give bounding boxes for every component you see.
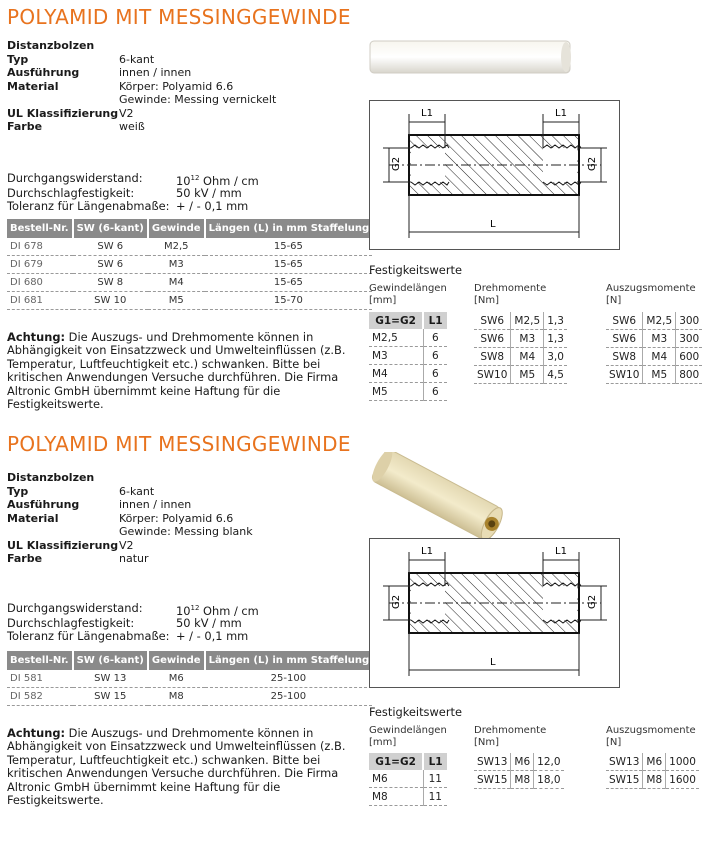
table-row: DI 678 SW 6 M2,5 15-65 [7, 238, 372, 256]
table-row: SW6 M3 1,3 [474, 330, 567, 348]
prop-key [7, 525, 119, 539]
col-header: Bestell-Nr. [7, 219, 73, 238]
auszug-head: Auszugsmomente [N] [606, 283, 696, 306]
col-header: Bestell-Nr. [7, 651, 73, 670]
table-row: SW10 M5 4,5 [474, 366, 567, 384]
dim-l1-left: L1 [421, 546, 433, 557]
dreh-head: Drehmomente [Nm] [474, 725, 547, 748]
spec-value: + / - 0,1 mm [176, 198, 249, 213]
table-row: M3 6 [369, 347, 447, 365]
dreh-head: Drehmomente [Nm] [474, 283, 547, 306]
col-header: G1=G2 [369, 312, 423, 329]
table-row: DI 581 SW 13 M6 25-100 [7, 670, 372, 688]
prop-value: Gewinde: Messing blank [119, 525, 253, 538]
prop-key: UL Klassifizierung [7, 538, 119, 552]
table-row: SW15 M8 1600 [606, 771, 699, 789]
prop-value: 6-kant [119, 52, 155, 66]
spec-value: $10^{12}$ Ohm / cm [176, 603, 259, 618]
prop-key: Material [7, 511, 59, 525]
table-row: SW13 M6 12,0 [474, 753, 564, 771]
table-row: DI 679 SW 6 M3 15-65 [7, 256, 372, 274]
col-header: SW (6-kant) [73, 651, 148, 670]
spec-key: Durchgangswiderstand: [7, 601, 143, 615]
col-header: G1=G2 [369, 753, 423, 770]
spec-value: $10^{12}$ Ohm / cm [176, 173, 259, 188]
table-row: M6 11 [369, 770, 447, 788]
auszug-head: Auszugsmomente [N] [606, 725, 696, 748]
auszug-table [606, 753, 699, 789]
prop-key: Ausführung [7, 66, 80, 79]
dim-g2-right: G2 [587, 594, 598, 609]
col-header: L1 [423, 753, 447, 770]
col-header: Gewinde [148, 651, 205, 670]
dim-g2-right: G2 [587, 156, 598, 171]
dim-l1-right: L1 [555, 546, 567, 557]
properties-list [7, 471, 253, 566]
table-row: M8 11 [369, 788, 447, 806]
table-row: DI 582 SW 15 M8 25-100 [7, 688, 372, 706]
spec-key: Toleranz für Längenabmaße: [7, 628, 170, 643]
col-header: L1 [423, 312, 447, 329]
dim-l: L [490, 657, 496, 668]
col-header: Gewinde [148, 219, 205, 238]
prop-key: Farbe [7, 120, 43, 133]
prop-key: Typ [7, 52, 29, 66]
table-row: SW8 M4 600 [606, 348, 702, 366]
order-table-header [7, 651, 372, 670]
dim-l1-right: L1 [555, 108, 567, 119]
prop-key: Distanzbolzen [7, 471, 95, 484]
table-row: SW6 M2,5 1,3 [474, 312, 567, 330]
prop-value: Gewinde: Messing vernickelt [119, 93, 277, 106]
table-row: SW15 M8 18,0 [474, 771, 564, 789]
table-row: SW13 M6 1000 [606, 753, 699, 771]
order-table [7, 651, 372, 706]
section-title: POLYAMID MIT MESSINGGEWINDE [7, 5, 351, 29]
prop-value: V2 [119, 538, 134, 552]
spec-key: Durchschlagfestigkeit: [7, 186, 135, 201]
festigkeitswerte-title: Festigkeitswerte [369, 705, 462, 719]
festigkeitswerte-title: Festigkeitswerte [369, 263, 462, 277]
gewinde-table [369, 753, 447, 806]
prop-value: weiß [119, 120, 145, 133]
prop-key: UL Klassifizierung [7, 106, 119, 120]
section-title: POLYAMID MIT MESSINGGEWINDE [7, 432, 351, 456]
product-photo-natural-standoff [362, 452, 512, 542]
prop-value: Körper: Polyamid 6.6 [119, 79, 234, 93]
table-row: SW6 M3 300 [606, 330, 702, 348]
prop-value: natur [119, 552, 149, 565]
dim-g2-left: G2 [391, 594, 402, 609]
dreh-table [474, 753, 564, 789]
col-header: Längen (L) in mm Staffelung [205, 219, 373, 238]
table-row: M4 6 [369, 365, 447, 383]
prop-key: Material [7, 79, 59, 93]
gewinde-head: Gewindelängen [mm] [369, 725, 447, 748]
prop-value: innen / innen [119, 498, 192, 511]
dim-l: L [490, 219, 496, 230]
prop-key: Distanzbolzen [7, 39, 95, 52]
table-row: M5 6 [369, 383, 447, 401]
prop-value: V2 [119, 106, 134, 120]
table-row: M2,5 6 [369, 329, 447, 347]
table-row: DI 681 SW 10 M5 15-70 [7, 292, 372, 310]
col-header: SW (6-kant) [73, 219, 148, 238]
prop-key: Ausführung [7, 498, 80, 511]
spec-key: Toleranz für Längenabmaße: [7, 198, 170, 213]
warning-note: Achtung: Die Auszugs- und Drehmomente können in Abhängigkeit von Einsatzzweck und Umwelteinflüssen (z.B. Temperatur, Luftfeuchtigkeit etc.) schwanken. Bitte bei kritischen Anwendungen Versuche durchführen. Die Firma Altronic GmbH übernimmt keine Haftung für die Festigkeitswerte. [7, 726, 346, 808]
prop-value: 6-kant [119, 484, 155, 498]
table-row: SW8 M4 3,0 [474, 348, 567, 366]
spec-value: + / - 0,1 mm [176, 628, 249, 643]
dim-g2-left: G2 [391, 156, 402, 171]
prop-value: innen / innen [119, 66, 192, 79]
spec-key: Durchschlagfestigkeit: [7, 616, 135, 631]
warning-note: Achtung: Die Auszugs- und Drehmomente können in Abhängigkeit von Einsatzzweck und Umwelteinflüssen (z.B. Temperatur, Luftfeuchtigkeit etc.) schwanken. Bitte bei kritischen Anwendungen Versuche durchführen. Die Firma Altronic GmbH übernimmt keine Haftung für die Festigkeitswerte. [7, 330, 346, 412]
spec-value: 50 kV / mm [176, 616, 242, 631]
prop-value: Körper: Polyamid 6.6 [119, 511, 234, 525]
spec-value: 50 kV / mm [176, 186, 242, 201]
technical-drawing [369, 538, 620, 688]
table-row: SW6 M2,5 300 [606, 312, 702, 330]
prop-key: Farbe [7, 552, 43, 565]
spec-key: Durchgangswiderstand: [7, 171, 143, 185]
col-header: Längen (L) in mm Staffelung [205, 651, 373, 670]
specs-list [7, 602, 259, 642]
gewinde-head: Gewindelängen [mm] [369, 283, 447, 306]
prop-key: Typ [7, 484, 29, 498]
dim-l1-left: L1 [421, 108, 433, 119]
table-row: DI 680 SW 8 M4 15-65 [7, 274, 372, 292]
table-row: SW10 M5 800 [606, 366, 702, 384]
